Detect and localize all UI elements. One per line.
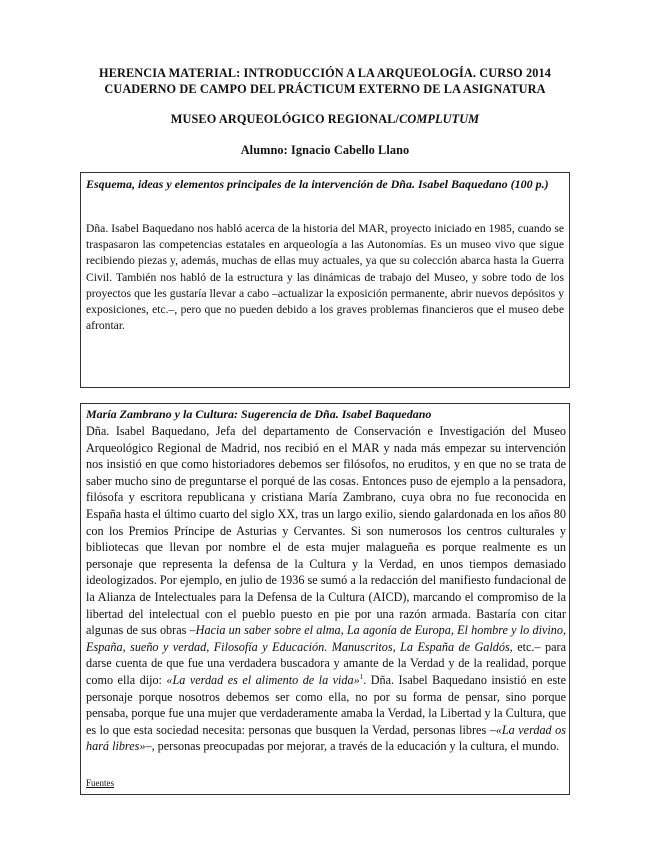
summary-body: Dña. Isabel Baquedano nos habló acerca de la historia del MAR, proyecto iniciado en 1985, cuando se traspasaron las competencias estatales en arqueología a las Autonomías. Es un museo vivo que sigue recibiendo piezas y, además, muchas de ellas muy actuales, ya que su colección abarca hasta la Guerra Civil. También nos habló de la estructura y las dinámicas de trabajo del Museo, y sobre todo de los proyectos que les gustaría llevar a cabo –actualizar la exposición permanente, abrir nuevos depósitos y exposiciones, etc.–, pero que no pueden debido a los graves problemas financieros que el museo debe afrontar. (86, 222, 564, 333)
footnote-marker[interactable]: 1 (359, 672, 364, 681)
document-title-line-1: HERENCIA MATERIAL: INTRODUCCIÓN A LA ARQUEOLOGÍA. CURSO 2014 (99, 66, 551, 80)
museum-name: MUSEO ARQUEOLÓGICO REGIONAL/ (170, 112, 400, 126)
sources-link[interactable]: Fuentes (86, 778, 114, 788)
suggestion-text-2: etc.– para darse cuenta de que fue una verdadera buscadora y amante de la Verdad y de la realidad, porque como ella dijo: (86, 639, 566, 687)
quote-truth-free: «La verdad os hará libres» (86, 722, 566, 754)
document-title-line-2: CUADERNO DE CAMPO DEL PRÁCTICUM EXTERNO DE LA ASIGNATURA (104, 82, 546, 96)
suggestion-text-1: Dña. Isabel Baquedano, Jefa del departamento de Conservación e Investigación del Museo Arqueológico Regional de Madrid, nos recibió en el MAR y nada más empezar su intervención nos insistió en que como historiadores debemos ser filósofos, no eruditos, y en que no se trata de saber mucho sino de preguntarse el porqué de las cosas. Entonces puso de ejemplo a la pensadora, filósofa y escritora republicana y cristiana María Zambrano, cuya obra no fue reconocida en España hasta el último cuarto del siglo XX, tras un largo exilio, siendo galardonada en los años 80 con los Premios Príncipe de Asturias y Cervantes. Si son numerosos los centros culturales y bibliotecas que llevan por nombre el de esta mujer malagueña es porque realmente es un personaje que representa la defensa de la Cultura y la Verdad, en unos tiempos demasiado ideologizados. Por ejemplo, en julio de 1936 se sumó a la redacción del manifiesto fundacional de la Alianza de Intelectuales para la Defensa de la Cultura (AICD), marcando el compromiso de la libertad del intelectual con el pueblo puesto en pie por una razón armada. Bastaría con citar algunas de sus obras – (86, 424, 566, 638)
museum-name-italic: COMPLUTUM (399, 112, 480, 126)
quote-truth-life: «La verdad es el alimento de la vida» (166, 672, 360, 687)
suggestion-text-3: . Dña. Isabel Baquedano insistió en este personaje porque nosotros debemos ser como ella, no por su forma de pensar, sino porque pensaba, porque fue una mujer que verdaderamente amaba la Verdad, la Libertad y la Cultura, que es lo que esta sociedad necesita: personas que busquen la Verdad, personas libres – (86, 672, 566, 737)
suggestion-text-4: –, personas preocupadas por mejorar, a través de la educación y la cultura, el mundo. (145, 739, 560, 754)
museum-heading (0, 112, 650, 127)
suggestion-body (86, 423, 566, 755)
suggestion-title: María Zambrano y la Cultura: Sugerencia de Dña. Isabel Baquedano (86, 407, 432, 421)
suggestion-box (80, 403, 570, 795)
student-name: Alumno: Ignacio Cabello Llano (240, 143, 410, 157)
summary-box (80, 172, 570, 388)
summary-title: Esquema, ideas y elementos principales de la intervención de Dña. Isabel Baquedano (100 p.) (86, 177, 549, 191)
works-list: Hacia un saber sobre el alma, La agonía de Europa, El hombre y lo divino, España, sueño y verdad, Filosofía y Educación. Manuscritos, La España de Galdós, (86, 623, 566, 654)
